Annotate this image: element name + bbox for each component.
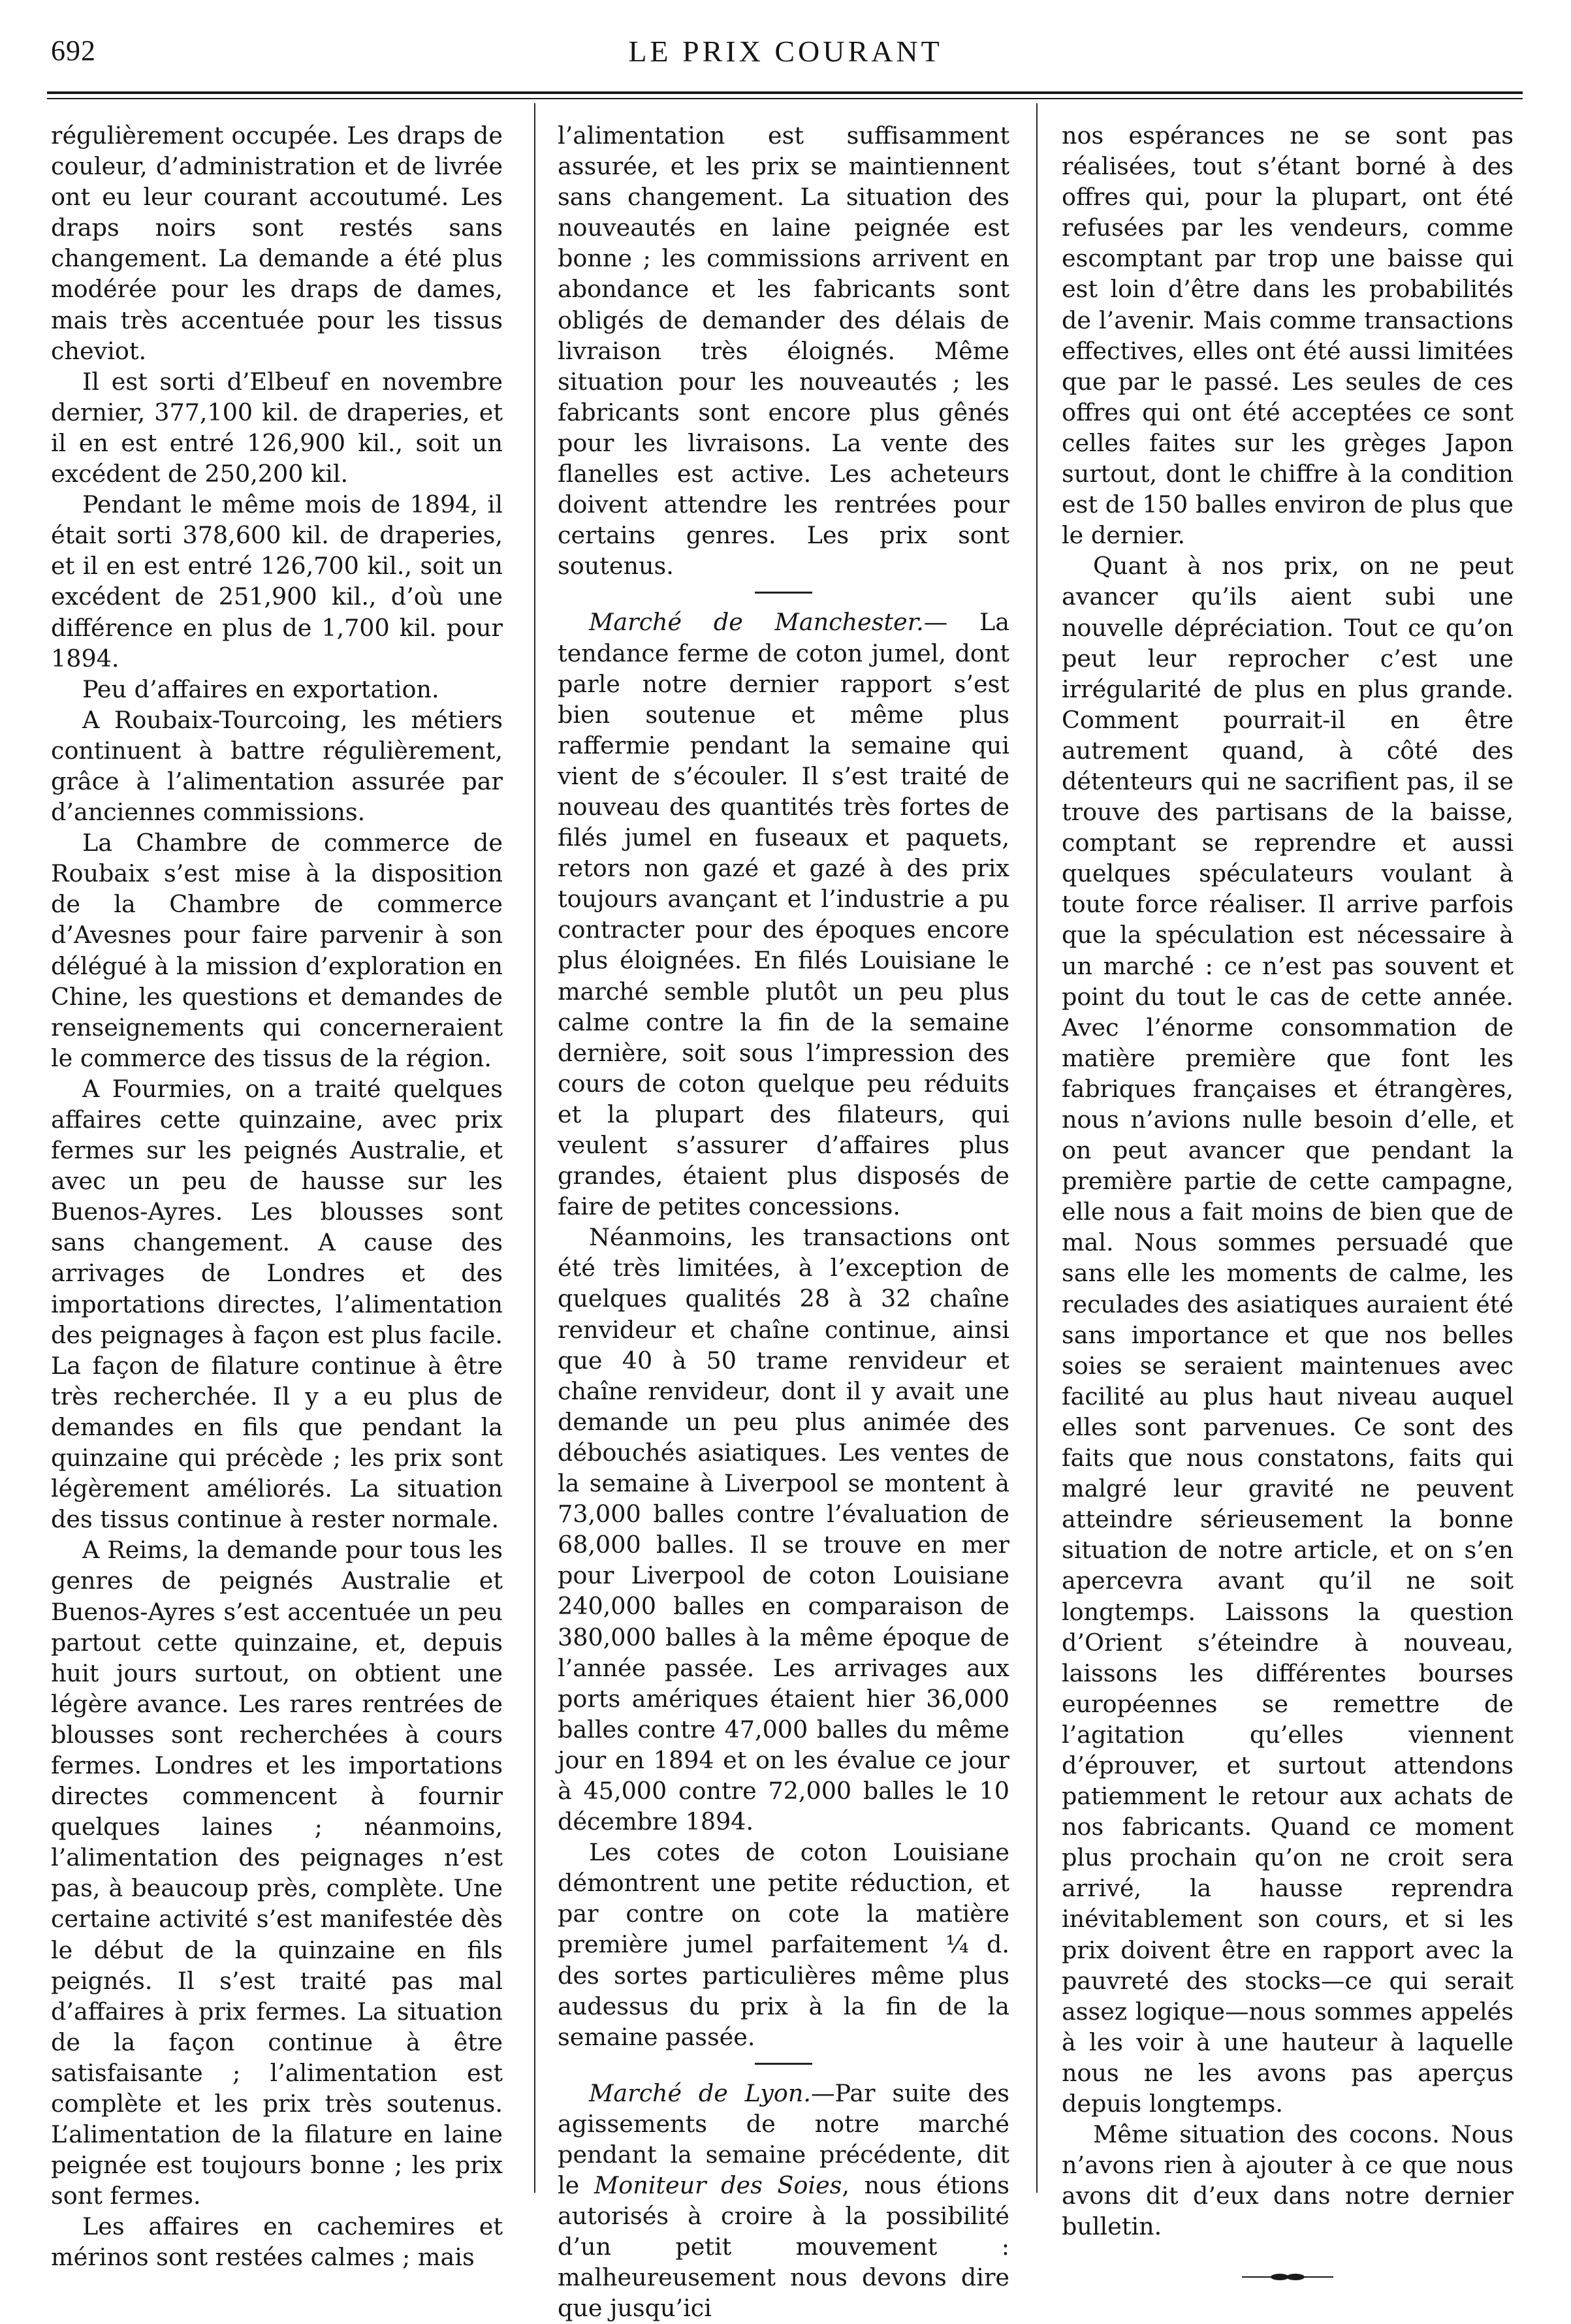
section-text: —Par suite des agissements de notre marché pendant la semaine précédente, dit le (558, 2078, 1009, 2200)
paragraph: A Roubaix-Tourcoing, les métiers continuent à battre régulièrement, grâce à l’alimentation assurée par d’anciennes commissions. (51, 705, 503, 827)
paragraph: Les cotes de coton Louisiane démontrent une petite réduction, et par contre on cote la matière première jumel parfaitement ¼ d. des sortes particulières même plus audessus du prix à la fin de la semaine passée. (558, 1838, 1009, 2051)
header-rule-thin (47, 98, 1523, 99)
page-number: 692 (51, 35, 96, 67)
running-head: LE PRIX COURANT (628, 35, 943, 68)
header-rule-thick (47, 91, 1523, 94)
paragraph: Peu d’affaires en exportation. (82, 675, 439, 703)
column-3 (1062, 120, 1514, 2290)
paragraph: Néanmoins, les transactions ont été très limitées, à l’exception de quelques qualités 28 à 32 chaîne renvideur et chaîne continue, ainsi que 40 à 50 trame renvideur et chaîne renvideur, dont il y avait une demande un peu plus animée des débouchés asiatiques. Les ventes de la semaine à Liverpool se montent à 73,000 balles contre l’évaluation de 68,000 balles. Il se trouve en mer pour Liverpool de coton Louisiane 240,000 balles en comparaison de 380,000 balles à la même époque de l’année passée. Les arrivages aux ports amériques étaient hier 36,000 balles contre 47,000 balles du même jour en 1894 et on les évalue ce jour à 45,000 contre 72,000 balles le 10 décembre 1894. (558, 1223, 1009, 1836)
lyon-section (558, 2078, 1009, 2324)
paragraph: nos espérances ne se sont pas réalisées, tout s’étant borné à des offres qui, pour la plupart, ont été refusées par les vendeurs, comme escomptant par trop une baisse qui est loin d’être dans les probabilités de l’avenir. Mais comme transactions effectives, elles ont été aussi limitées que par le passé. Les seules de ces offres qui ont été acceptées ce sont celles faites sur les grèges Japon surtout, dont le chiffre à la condition est de 150 balles environ de plus que le dernier. (1062, 121, 1514, 550)
paragraph: régulièrement occupée. Les draps de couleur, d’administration et de livrée ont eu leur courant accoutumé. Les draps noirs sont restés sans changement. La demande a été plus modérée pour les draps de dames, mais très accentuée pour les tissus cheviot. (51, 121, 503, 365)
column-divider-2 (1036, 103, 1038, 2193)
section-separator (755, 2063, 812, 2065)
paragraph: La Chambre de commerce de Roubaix s’est mise à la disposition de la Chambre de commerce d’Avesnes pour faire parvenir à son délégué à la mission d’exploration en Chine, les questions et demandes de renseignements qui concerneraient le commerce des tissus de la région. (51, 829, 503, 1072)
paragraph: Pendant le même mois de 1894, il était sorti 378,600 kil. de draperies, et il en est entré 126,700 kil., soit un excédent de 251,900 kil., d’où une différence en plus de 1,700 kil. pour 1894. (51, 490, 503, 673)
paragraph: Quant à nos prix, on ne peut avancer qu’ils aient subi une nouvelle dépréciation. Tout ce qu’on peut leur reprocher c’est une irrégularité de plus en plus grande. Comment pourrait-il en être autrement quand, à côté des détenteurs qui ne sacrifient pas, il se trouve des partisans de la baisse, comptant se reprendre et aussi quelques spéculateurs voulant à toute force réaliser. Il arrive parfois que la spéculation est nécessaire à un marché : ce n’est pas souvent et point du tout le cas de cette année. Avec l’énorme consommation de matière première que font les fabriques françaises et étrangères, nous n’avions nulle besoin d’elle, et on peut avancer que pendant la première partie de cette campagne, elle nous a fait moins de bien que de mal. Nous sommes persuadé que sans elle les moments de calme, les reculades des asiatiques auraient été sans importance et que nos belles soies se seraient maintenues avec facilité au plus haut niveau auquel elles sont parvenues. Ce sont des faits que nous constatons, faits qui malgré leur gravité ne peuvent atteindre sérieusement la bonne situation de notre article, et on s’en apercevra avant qu’il ne soit longtemps. Laissons la question d’Orient s’éteindre à nouveau, laissons les différentes bourses européennes se remettre de l’agitation qu’elles viennent d’éprouver, et surtout attendons patiemment le retour aux achats de nos fabricants. Quand ce moment plus prochain qu’on ne croit sera arrivé, la hausse reprendra inévitablement son cours, et si les prix doivent être en rapport avec la pauvreté des stocks—ce qui serait assez logique—nous sommes appelés à les voir à une hauteur à laquelle nous ne les avons pas aperçus depuis longtemps. (1062, 552, 1514, 2118)
column-divider-1 (534, 103, 535, 2193)
source-title: Moniteur des Soies (594, 2171, 842, 2200)
paragraph: A Reims, la demande pour tous les genres de peignés Australie et Buenos-Ayres s’est accentuée un peu partout cette quinzaine, et, depuis huit jours surtout, on obtient une légère avance. Les rares rentrées de blousses sont recherchées à cours fermes. Londres et les importations directes commencent à fournir quelques laines ; néanmoins, l’alimentation des peignages n’est pas, à beaucoup près, complète. Une certaine activité s’est manifestée dès le début de la quinzaine en fils peignés. Il s’est traité pas mal d’affaires à prix fermes. La situation de la façon continue à être satisfaisante ; l’alimentation est complète et les prix très soutenus. L’alimentation de la filature en laine peignée est toujours bonne ; les prix sont fermes. (51, 1536, 503, 2210)
paragraph: l’alimentation est suffisamment assurée, et les prix se maintiennent sans changement. La situation des nouveautés en laine peignée est bonne ; les commissions arrivent en abondance et les fabricants sont obligés de demander des délais de livraison très éloignés. Même situation pour les nouveautés ; les fabricants sont encore plus gênés pour les livraisons. La vente des flanelles est active. Les acheteurs doivent attendre les rentrées pour certains genres. Les prix sont soutenus. (558, 121, 1009, 581)
section-heading: Marché de Lyon. (589, 2078, 811, 2107)
section-text: — La tendance ferme de coton jumel, dont parle notre dernier rapport s’est bien soutenue et même plus raffermie pendant la semaine qui vient de s’écouler. Il s’est traité de nouveau des quantités très fortes de filés jumel en fuseaux et paquets, retors non gazé et gazé à des prix toujours avançant et l’industrie a pu contracter pour des époques encore plus éloignées. En filés Louisiane le marché semble plutôt un peu plus calme contre la fin de la semaine dernière, soit sous l’impression des cours de coton quelque peu réduits et la plupart des filateurs, qui veulent s’assurer d’affaires plus grandes, étaient plus disposés de faire de petites concessions. (558, 608, 1009, 1221)
section-heading: Marché de Manchester. (589, 608, 924, 637)
paragraph: A Fourmies, on a traité quelques affaires cette quinzaine, avec prix fermes sur les peignés Australie, et avec un peu de hausse sur les Buenos-Ayres. Les blousses sont sans changement. A cause des arrivages de Londres et des importations directes, l’alimentation des peignages à façon est plus facile. La façon de filature continue à être très recherchée. Il y a eu plus de demandes en fils que pendant la quinzaine qui précède ; les prix sont légèrement améliorés. La situation des tissus continue à rester normale. (51, 1074, 503, 1534)
column-2 (558, 120, 1009, 2324)
fleuron-dash-icon (1062, 2259, 1514, 2289)
column-1 (51, 120, 503, 2273)
paragraph: Même situation des cocons. Nous n’avons rien à ajouter à ce que nous avons dit d’eux dans notre dernier bulletin. (1062, 2120, 1514, 2241)
paragraph: Les affaires en cachemires et mérinos sont restées calmes ; mais (51, 2212, 503, 2272)
paragraph: Il est sorti d’Elbeuf en novembre dernier, 377,100 kil. de draperies, et il en est entré 126,900 kil., soit un excédent de 250,200 kil. (51, 367, 503, 488)
section-separator (755, 592, 812, 594)
manchester-section (558, 607, 1009, 1222)
section-text: , nous étions autorisés à croire à la possibilité d’un petit mouvement : malheureusement nous devons dire que jusqu’ici (558, 2171, 1010, 2323)
